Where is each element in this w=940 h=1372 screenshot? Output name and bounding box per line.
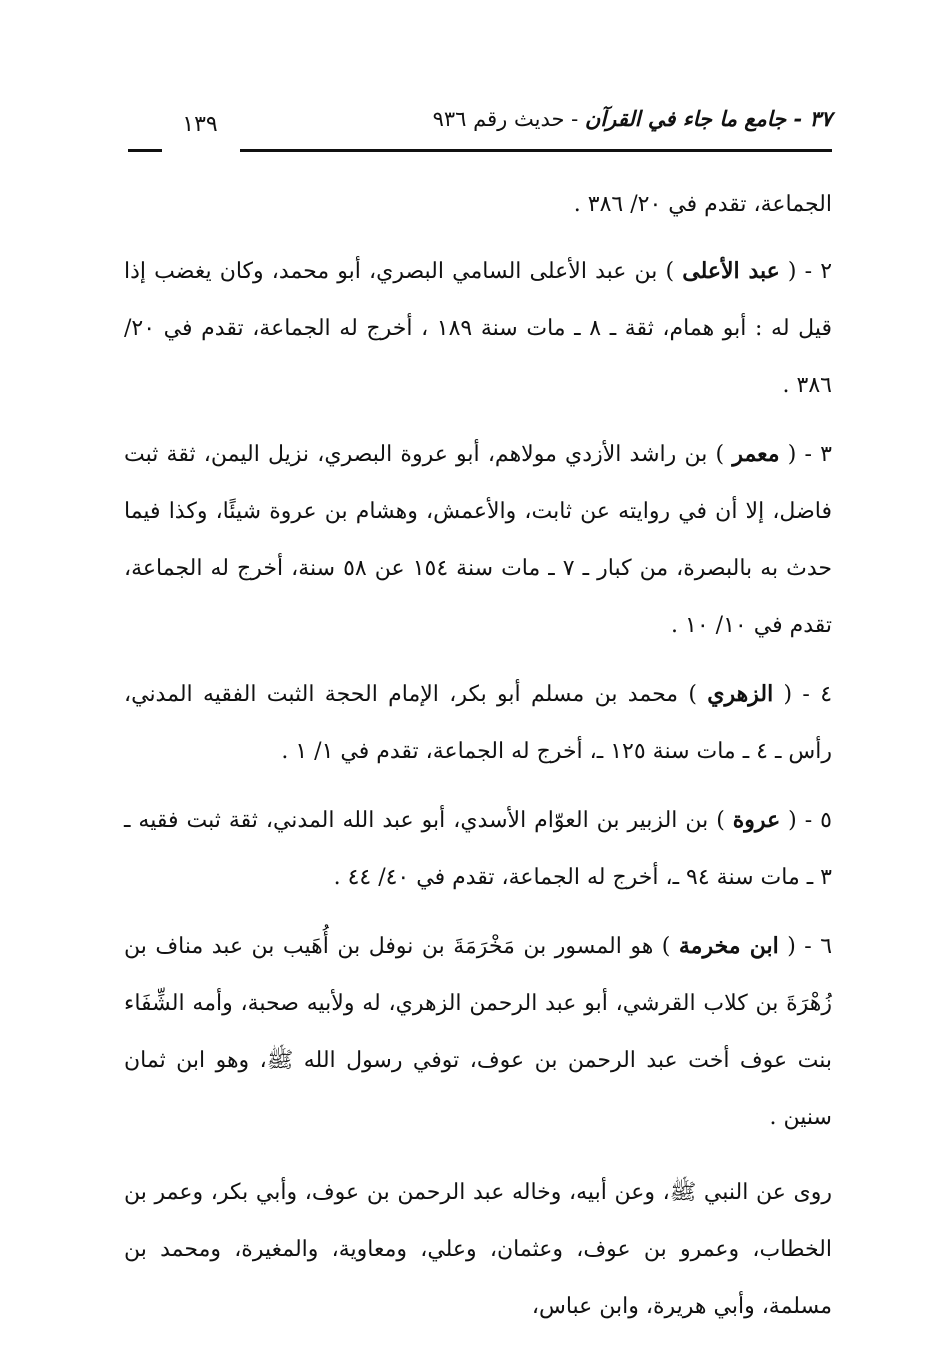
entry-text: ) بن عبد الأعلى السامي البصري، أبو محمد، وكان يغضب إذا قيل له : أبو همام، ثقة ـ ٨ ـ مات سنة ١٨٩ ، أخرج له الجماعة، تقدم في ٢٠/ ٣٨٦ . bbox=[124, 259, 832, 398]
narrator-name: الزهري bbox=[707, 681, 774, 707]
narrator-name: عبد الأعلى bbox=[682, 258, 780, 284]
narrator-entry-4 bbox=[124, 666, 832, 780]
entry-number: ٥ - ( bbox=[780, 808, 832, 833]
entry-text: ) بن الزبير بن العوّام الأسدي، أبو عبد الله المدني، ثقة ثبت فقيه ـ ٣ ـ مات سنة ٩٤ ـ، أخرج له الجماعة، تقدم في ٤٠/ ٤٤ . bbox=[124, 808, 832, 890]
narrator-name: عروة bbox=[732, 807, 781, 833]
paragraph-continuation bbox=[124, 176, 832, 233]
hadith-reference: - حديث رقم ٩٣٦ bbox=[432, 107, 585, 131]
page-number: ١٣٩ bbox=[182, 112, 218, 137]
narrator-entry-2 bbox=[124, 243, 832, 414]
paragraph-narrations bbox=[124, 1164, 832, 1335]
entry-text: ) هو المسور بن مَخْرَمَةَ بن نوفل بن أُهَيب بن عبد مناف بن زُهْرَةَ بن كلاب القرشي، أبو عبد الرحمن الزهري، له ولأبيه صحبة، وأمه الشِّفَاء بنت عوف أخت عبد الرحمن بن عوف، توفي رسول الله ﷺ، وهو ابن ثمان سنين . bbox=[124, 934, 832, 1130]
narrator-entry-3 bbox=[124, 426, 832, 654]
entry-number: ٦ - ( bbox=[778, 934, 833, 959]
narrator-entry-6 bbox=[124, 918, 832, 1146]
narrator-entry-5 bbox=[124, 792, 832, 906]
body-text bbox=[124, 176, 832, 1347]
paragraph-text: روى عن النبي ﷺ، وعن أبيه، وخاله عبد الرحمن بن عوف، وأبي بكر، وعمر بن الخطاب، وعمرو بن عوف، وعثمان، وعلي، ومعاوية، والمغيرة، ومحمد بن مسلمة، وأبي هريرة، وابن عباس، bbox=[124, 1180, 832, 1319]
running-header bbox=[272, 106, 832, 131]
entry-text: ) محمد بن مسلم أبو بكر، الإمام الحجة الثبت الفقيه المدني، رأس ـ ٤ ـ مات سنة ١٢٥ ـ، أخرج له الجماعة، تقدم في ١/ ١ . bbox=[124, 682, 832, 764]
entry-text: ) بن راشد الأزدي مولاهم، أبو عروة البصري، نزيل اليمن، ثقة ثبت فاضل، إلا أن في روايته عن ثابت، والأعمش، وهشام بن عروة شيئًا، وكذا فيما حدث به بالبصرة، من كبار ـ ٧ ـ مات سنة ١٥٤ عن ٥٨ سنة، أخرج له الجماعة، تقدم في ١٠/ ١٠ . bbox=[124, 442, 832, 638]
chapter-title: ٣٧ - جامع ما جاء في القرآن bbox=[584, 106, 832, 131]
entry-number: ٢ - ( bbox=[779, 259, 833, 284]
entry-number: ٣ - ( bbox=[779, 442, 832, 467]
paragraph-text: الجماعة، تقدم في ٢٠/ ٣٨٦ . bbox=[573, 192, 832, 217]
narrator-name: معمر bbox=[732, 441, 780, 467]
page-number-rule bbox=[128, 149, 162, 152]
header-rule bbox=[240, 149, 832, 152]
narrator-name: ابن مخرمة bbox=[678, 933, 779, 959]
entry-number: ٤ - ( bbox=[773, 682, 833, 707]
